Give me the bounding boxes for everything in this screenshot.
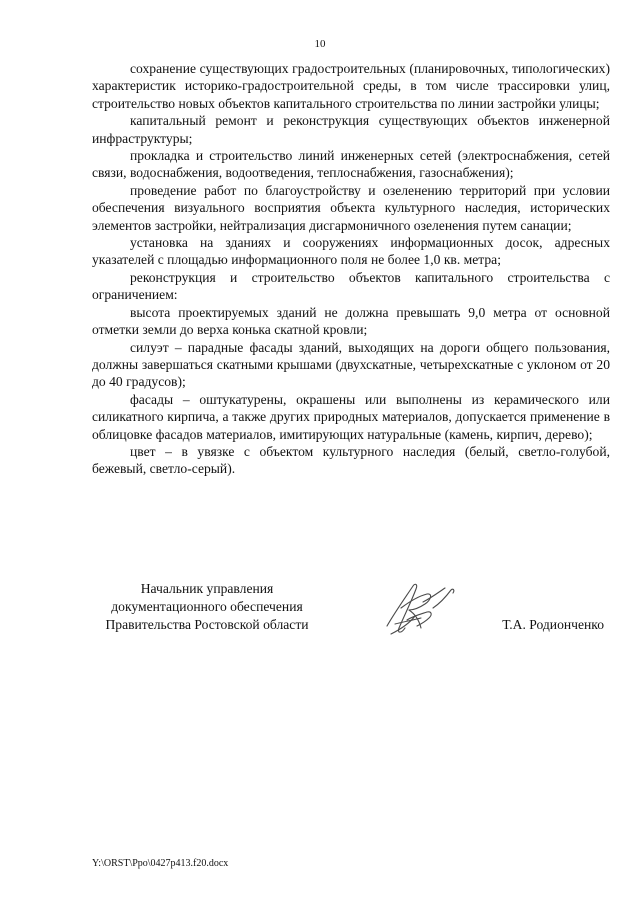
position-line: Правительства Ростовской области: [105, 617, 309, 632]
paragraph: фасады – оштукатурены, окрашены или выполнены из керамического или силикатного кирпича, а также других природных материалов, допускается применение в облицовке фасадов материалов, имитирующих натуральные (камень, кирпич, дерево);: [92, 391, 610, 442]
paragraph: силуэт – парадные фасады зданий, выходящих на дороги общего пользования, должны завершаться скатными крышами (двухскатные, четырехскатные с уклоном от 20 до 40 градусов);: [92, 339, 610, 390]
handwritten-signature-icon: [379, 576, 469, 640]
paragraph: капитальный ремонт и реконструкция существующих объектов инженерной инфраструктуры;: [92, 113, 610, 146]
paragraph: проведение работ по благоустройству и озеленению территорий при условии обеспечения визуального восприятия объекта культурного наследия, исторических элементов застройки, нейтрализация дисгармоничного озеленения путем санации;: [92, 182, 610, 233]
paragraph: высота проектируемых зданий не должна превышать 9,0 метра от основной отметки земли до верха конька скатной кровли;: [92, 304, 610, 338]
paragraph: реконструкция и строительство объектов капитального строительства с ограничением:: [92, 269, 610, 303]
signature-block: [92, 580, 610, 660]
paragraph: прокладка и строительство линий инженерных сетей (электроснабжения, сетей связи, водоснабжения, водоотведения, теплоснабжения, газоснабжения);: [92, 148, 610, 181]
paragraph: установка на зданиях и сооружениях информационных досок, адресных указателей с площадью информационного поля не более 1,0 кв. метра;: [92, 235, 610, 268]
body-text: [92, 60, 610, 478]
page-number: 10: [314, 38, 326, 50]
footer-file-path: Y:\ORST\Ppo\0427p413.f20.docx: [92, 858, 229, 869]
position-line: Начальник управления: [140, 581, 274, 596]
signer-name: Т.А. Родионченко: [502, 617, 604, 632]
signer-position: [92, 580, 322, 634]
paragraph: сохранение существующих градостроительных (планировочных, типологических) характеристик историко-градостроительной среды, в том числе трассировки улиц, строительство новых объектов капитального строительства по линии застройки улицы;: [92, 61, 610, 111]
paragraph: цвет – в увязке с объектом культурного наследия (белый, светло-голубой, бежевый, светло-серый).: [92, 443, 610, 477]
position-line: документационного обеспечения: [111, 599, 303, 614]
